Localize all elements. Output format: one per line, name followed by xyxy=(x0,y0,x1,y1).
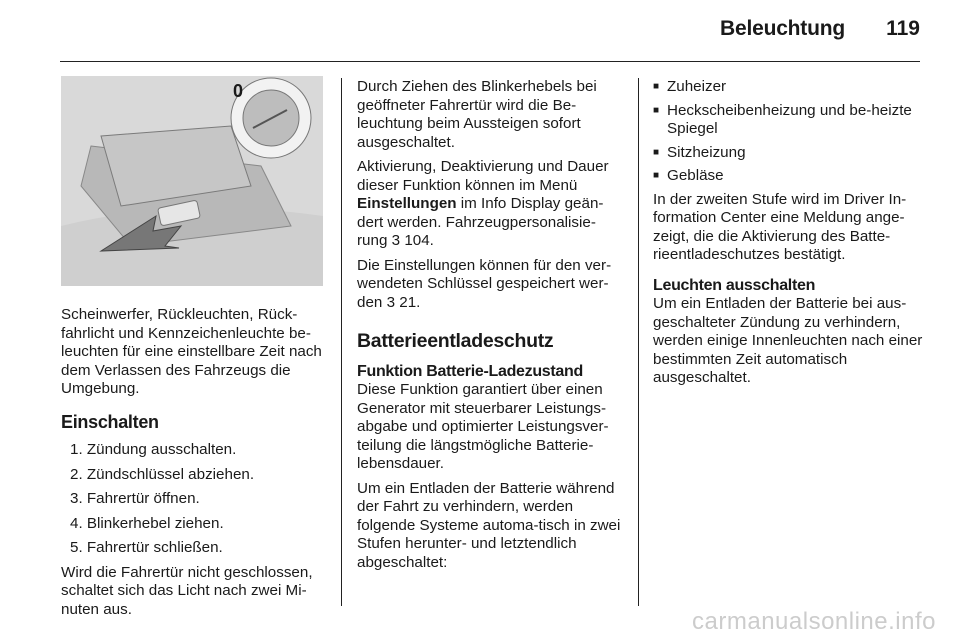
page-title: Beleuchtung xyxy=(720,17,845,40)
menu-keyword: Einstellungen xyxy=(357,195,457,212)
lever-drawing xyxy=(61,76,323,286)
paragraph-generator: Diese Funktion garantiert über einen Generator mit steuerbarer Leistungs-abgabe und optimierter Leistungsver-teilung die längstmögliche Batterie-lebensdauer. xyxy=(357,381,609,472)
list-item: ■ Heckscheibenheizung und be-heizte Spiegel xyxy=(653,102,923,139)
page-number: 119 xyxy=(886,17,920,40)
subheading-ladezustand: Funktion Batterie-Ladezustand xyxy=(357,362,583,380)
heading-batterieentladeschutz: Batterieentladeschutz xyxy=(357,330,554,352)
reference-glyph: 3 xyxy=(386,293,396,311)
list-item: ■ Gebläse xyxy=(653,167,923,186)
reference-glyph: 3 xyxy=(391,232,401,249)
paragraph-systeme: Um ein Entladen der Batterie während der Fahrt zu verhindern, werden folgende Systeme automa-tisch in zwei Stufen herunter- und letztendlich abgeschaltet: xyxy=(357,479,621,571)
column-divider-1 xyxy=(341,78,342,606)
paragraph-innenleuchten: Um ein Entladen der Batterie bei aus-geschalteter Zündung zu verhindern, werden einige Innenleuchten nach einer bestimmten Zeit automatisch ausgeschaltet. xyxy=(653,295,923,386)
subheading-leuchten-ausschalten: Leuchten ausschalten xyxy=(653,276,816,294)
watermark: carmanualsonline.info xyxy=(692,608,936,635)
column-3 xyxy=(653,78,923,394)
inset-label: 0 xyxy=(233,81,244,101)
page-header xyxy=(0,0,960,60)
paragraph-aussteigen: Durch Ziehen des Blinkerhebels bei geöffneter Fahrertür wird die Be-leuchtung beim Aussteigen sofort ausgeschaltet. xyxy=(357,78,597,151)
list-item: ■ Zuheizer xyxy=(653,78,923,97)
systems-list xyxy=(653,78,923,186)
column-2 xyxy=(357,78,625,578)
step-item: 2. Zündschlüssel abziehen. xyxy=(70,465,255,483)
paragraph-schluessel: Die Einstellungen können für den ver-wendeten Schlüssel gespeichert wer-den 3 21. xyxy=(357,256,612,311)
column-divider-2 xyxy=(638,78,639,606)
intro-paragraph: Scheinwerfer, Rückleuchten, Rück-fahrlicht und Kennzeichenleuchte be-leuchten für eine einstellbare Zeit nach dem Verlassen des Fahrzeugs die Umgebung. xyxy=(61,306,322,397)
step-item: 4. Blinkerhebel ziehen. xyxy=(70,514,224,532)
page-reference-link[interactable]: 21. xyxy=(399,293,421,311)
paragraph-einstellungen: Aktivierung, Deaktivierung und Dauer dieser Funktion können im Menü Einstellungen im Info Display geän-dert werden. Fahrzeugpersonalisie-rung 3 104. xyxy=(357,158,609,249)
column-1 xyxy=(61,76,327,625)
turn-signal-lever-illustration xyxy=(61,76,323,286)
after-steps-paragraph: Wird die Fahrertür nicht geschlossen, schaltet sich das Licht nach zwei Mi-nuten aus. xyxy=(61,563,313,618)
heading-einschalten: Einschalten xyxy=(61,411,159,432)
step-item: 3. Fahrertür öffnen. xyxy=(70,490,200,507)
paragraph-zweite-stufe: In der zweiten Stufe wird im Driver In-formation Center eine Meldung ange-zeigt, die die Aktivierung des Batte-rieentladeschutzes bestätigt. xyxy=(653,190,907,263)
list-item: ■ Sitzheizung xyxy=(653,144,923,163)
steps-list xyxy=(61,441,327,558)
step-item: 5. Fahrertür schließen. xyxy=(70,539,223,556)
page-reference-link[interactable]: 104. xyxy=(404,232,434,249)
header-rule xyxy=(60,61,920,62)
step-item: 1. Zündung ausschalten. xyxy=(70,441,237,458)
